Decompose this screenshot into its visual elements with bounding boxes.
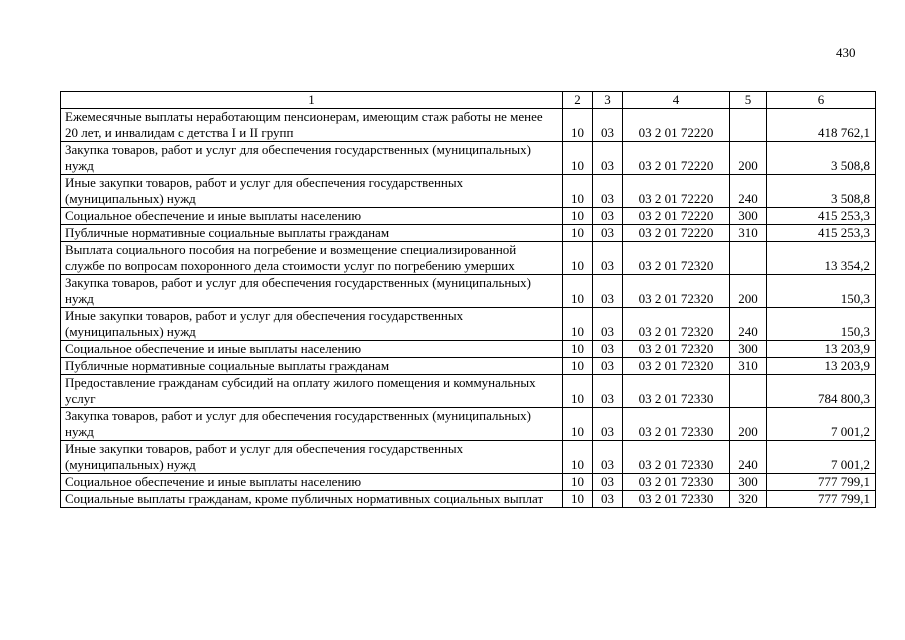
column-header: 5 <box>730 92 767 109</box>
amount-cell: 418 762,1 <box>767 109 876 142</box>
subsection-cell: 03 <box>593 341 623 358</box>
amount-cell: 777 799,1 <box>767 491 876 508</box>
expense-type-cell: 240 <box>730 308 767 341</box>
budget-table <box>60 91 876 508</box>
target-code-cell: 03 2 01 72220 <box>623 208 730 225</box>
column-header: 2 <box>563 92 593 109</box>
section-cell: 10 <box>563 474 593 491</box>
section-cell: 10 <box>563 308 593 341</box>
subsection-cell: 03 <box>593 375 623 408</box>
amount-cell: 13 203,9 <box>767 358 876 375</box>
item-name-cell: Социальные выплаты гражданам, кроме публичных нормативных социальных выплат <box>61 491 563 508</box>
subsection-cell: 03 <box>593 441 623 474</box>
table-row <box>61 474 876 491</box>
expense-type-cell: 320 <box>730 491 767 508</box>
item-name-cell: Предоставление гражданам субсидий на оплату жилого помещения и коммунальных услуг <box>61 375 563 408</box>
amount-cell: 150,3 <box>767 308 876 341</box>
section-cell: 10 <box>563 441 593 474</box>
amount-cell: 150,3 <box>767 275 876 308</box>
subsection-cell: 03 <box>593 109 623 142</box>
item-name-cell: Иные закупки товаров, работ и услуг для обеспечения государственных (муниципальных) нужд <box>61 441 563 474</box>
section-cell: 10 <box>563 242 593 275</box>
expense-type-cell: 200 <box>730 142 767 175</box>
target-code-cell: 03 2 01 72330 <box>623 408 730 441</box>
item-name-cell: Социальное обеспечение и иные выплаты населению <box>61 208 563 225</box>
section-cell: 10 <box>563 275 593 308</box>
expense-type-cell: 240 <box>730 441 767 474</box>
target-code-cell: 03 2 01 72220 <box>623 109 730 142</box>
item-name-cell: Ежемесячные выплаты неработающим пенсионерам, имеющим стаж работы не менее 20 лет, и инвалидам с детства I и II групп <box>61 109 563 142</box>
table-row <box>61 375 876 408</box>
amount-cell: 7 001,2 <box>767 408 876 441</box>
item-name-cell: Публичные нормативные социальные выплаты гражданам <box>61 358 563 375</box>
subsection-cell: 03 <box>593 275 623 308</box>
item-name-cell: Публичные нормативные социальные выплаты гражданам <box>61 225 563 242</box>
table-row <box>61 491 876 508</box>
target-code-cell: 03 2 01 72320 <box>623 358 730 375</box>
section-cell: 10 <box>563 408 593 441</box>
section-cell: 10 <box>563 208 593 225</box>
column-header: 4 <box>623 92 730 109</box>
expense-type-cell: 310 <box>730 225 767 242</box>
subsection-cell: 03 <box>593 358 623 375</box>
expense-type-cell <box>730 109 767 142</box>
item-name-cell: Социальное обеспечение и иные выплаты населению <box>61 341 563 358</box>
item-name-cell: Социальное обеспечение и иные выплаты населению <box>61 474 563 491</box>
section-cell: 10 <box>563 142 593 175</box>
subsection-cell: 03 <box>593 142 623 175</box>
amount-cell: 3 508,8 <box>767 142 876 175</box>
amount-cell: 13 203,9 <box>767 341 876 358</box>
target-code-cell: 03 2 01 72330 <box>623 491 730 508</box>
table-row <box>61 242 876 275</box>
section-cell: 10 <box>563 375 593 408</box>
table-row <box>61 175 876 208</box>
amount-cell: 777 799,1 <box>767 474 876 491</box>
table-row <box>61 225 876 242</box>
target-code-cell: 03 2 01 72320 <box>623 242 730 275</box>
item-name-cell: Иные закупки товаров, работ и услуг для обеспечения государственных (муниципальных) нужд <box>61 175 563 208</box>
amount-cell: 13 354,2 <box>767 242 876 275</box>
amount-cell: 415 253,3 <box>767 208 876 225</box>
subsection-cell: 03 <box>593 242 623 275</box>
subsection-cell: 03 <box>593 408 623 441</box>
section-cell: 10 <box>563 109 593 142</box>
section-cell: 10 <box>563 341 593 358</box>
section-cell: 10 <box>563 225 593 242</box>
target-code-cell: 03 2 01 72220 <box>623 225 730 242</box>
table-row <box>61 308 876 341</box>
target-code-cell: 03 2 01 72220 <box>623 142 730 175</box>
target-code-cell: 03 2 01 72330 <box>623 474 730 491</box>
amount-cell: 7 001,2 <box>767 441 876 474</box>
amount-cell: 3 508,8 <box>767 175 876 208</box>
table-row <box>61 275 876 308</box>
target-code-cell: 03 2 01 72330 <box>623 441 730 474</box>
subsection-cell: 03 <box>593 491 623 508</box>
item-name-cell: Закупка товаров, работ и услуг для обеспечения государственных (муниципальных) нужд <box>61 408 563 441</box>
target-code-cell: 03 2 01 72320 <box>623 275 730 308</box>
page-number: 430 <box>836 45 856 60</box>
subsection-cell: 03 <box>593 208 623 225</box>
expense-type-cell: 300 <box>730 474 767 491</box>
expense-type-cell: 200 <box>730 275 767 308</box>
target-code-cell: 03 2 01 72320 <box>623 341 730 358</box>
target-code-cell: 03 2 01 72220 <box>623 175 730 208</box>
table-row <box>61 408 876 441</box>
table-row <box>61 441 876 474</box>
section-cell: 10 <box>563 358 593 375</box>
subsection-cell: 03 <box>593 175 623 208</box>
table-row <box>61 358 876 375</box>
item-name-cell: Выплата социального пособия на погребение и возмещение специализированной службе по вопросам похоронного дела стоимости услуг по погребению умерших <box>61 242 563 275</box>
table-row <box>61 109 876 142</box>
expense-type-cell: 310 <box>730 358 767 375</box>
section-cell: 10 <box>563 175 593 208</box>
column-header: 3 <box>593 92 623 109</box>
target-code-cell: 03 2 01 72320 <box>623 308 730 341</box>
amount-cell: 784 800,3 <box>767 375 876 408</box>
expense-type-cell: 240 <box>730 175 767 208</box>
column-header: 6 <box>767 92 876 109</box>
item-name-cell: Закупка товаров, работ и услуг для обеспечения государственных (муниципальных) нужд <box>61 142 563 175</box>
section-cell: 10 <box>563 491 593 508</box>
target-code-cell: 03 2 01 72330 <box>623 375 730 408</box>
expense-type-cell: 200 <box>730 408 767 441</box>
table-row <box>61 341 876 358</box>
expense-type-cell: 300 <box>730 341 767 358</box>
subsection-cell: 03 <box>593 225 623 242</box>
column-header: 1 <box>61 92 563 109</box>
table-header-row <box>61 92 876 109</box>
item-name-cell: Закупка товаров, работ и услуг для обеспечения государственных (муниципальных) нужд <box>61 275 563 308</box>
expense-type-cell <box>730 242 767 275</box>
table-row <box>61 142 876 175</box>
expense-type-cell: 300 <box>730 208 767 225</box>
item-name-cell: Иные закупки товаров, работ и услуг для обеспечения государственных (муниципальных) нужд <box>61 308 563 341</box>
subsection-cell: 03 <box>593 308 623 341</box>
expense-type-cell <box>730 375 767 408</box>
table-row <box>61 208 876 225</box>
amount-cell: 415 253,3 <box>767 225 876 242</box>
subsection-cell: 03 <box>593 474 623 491</box>
